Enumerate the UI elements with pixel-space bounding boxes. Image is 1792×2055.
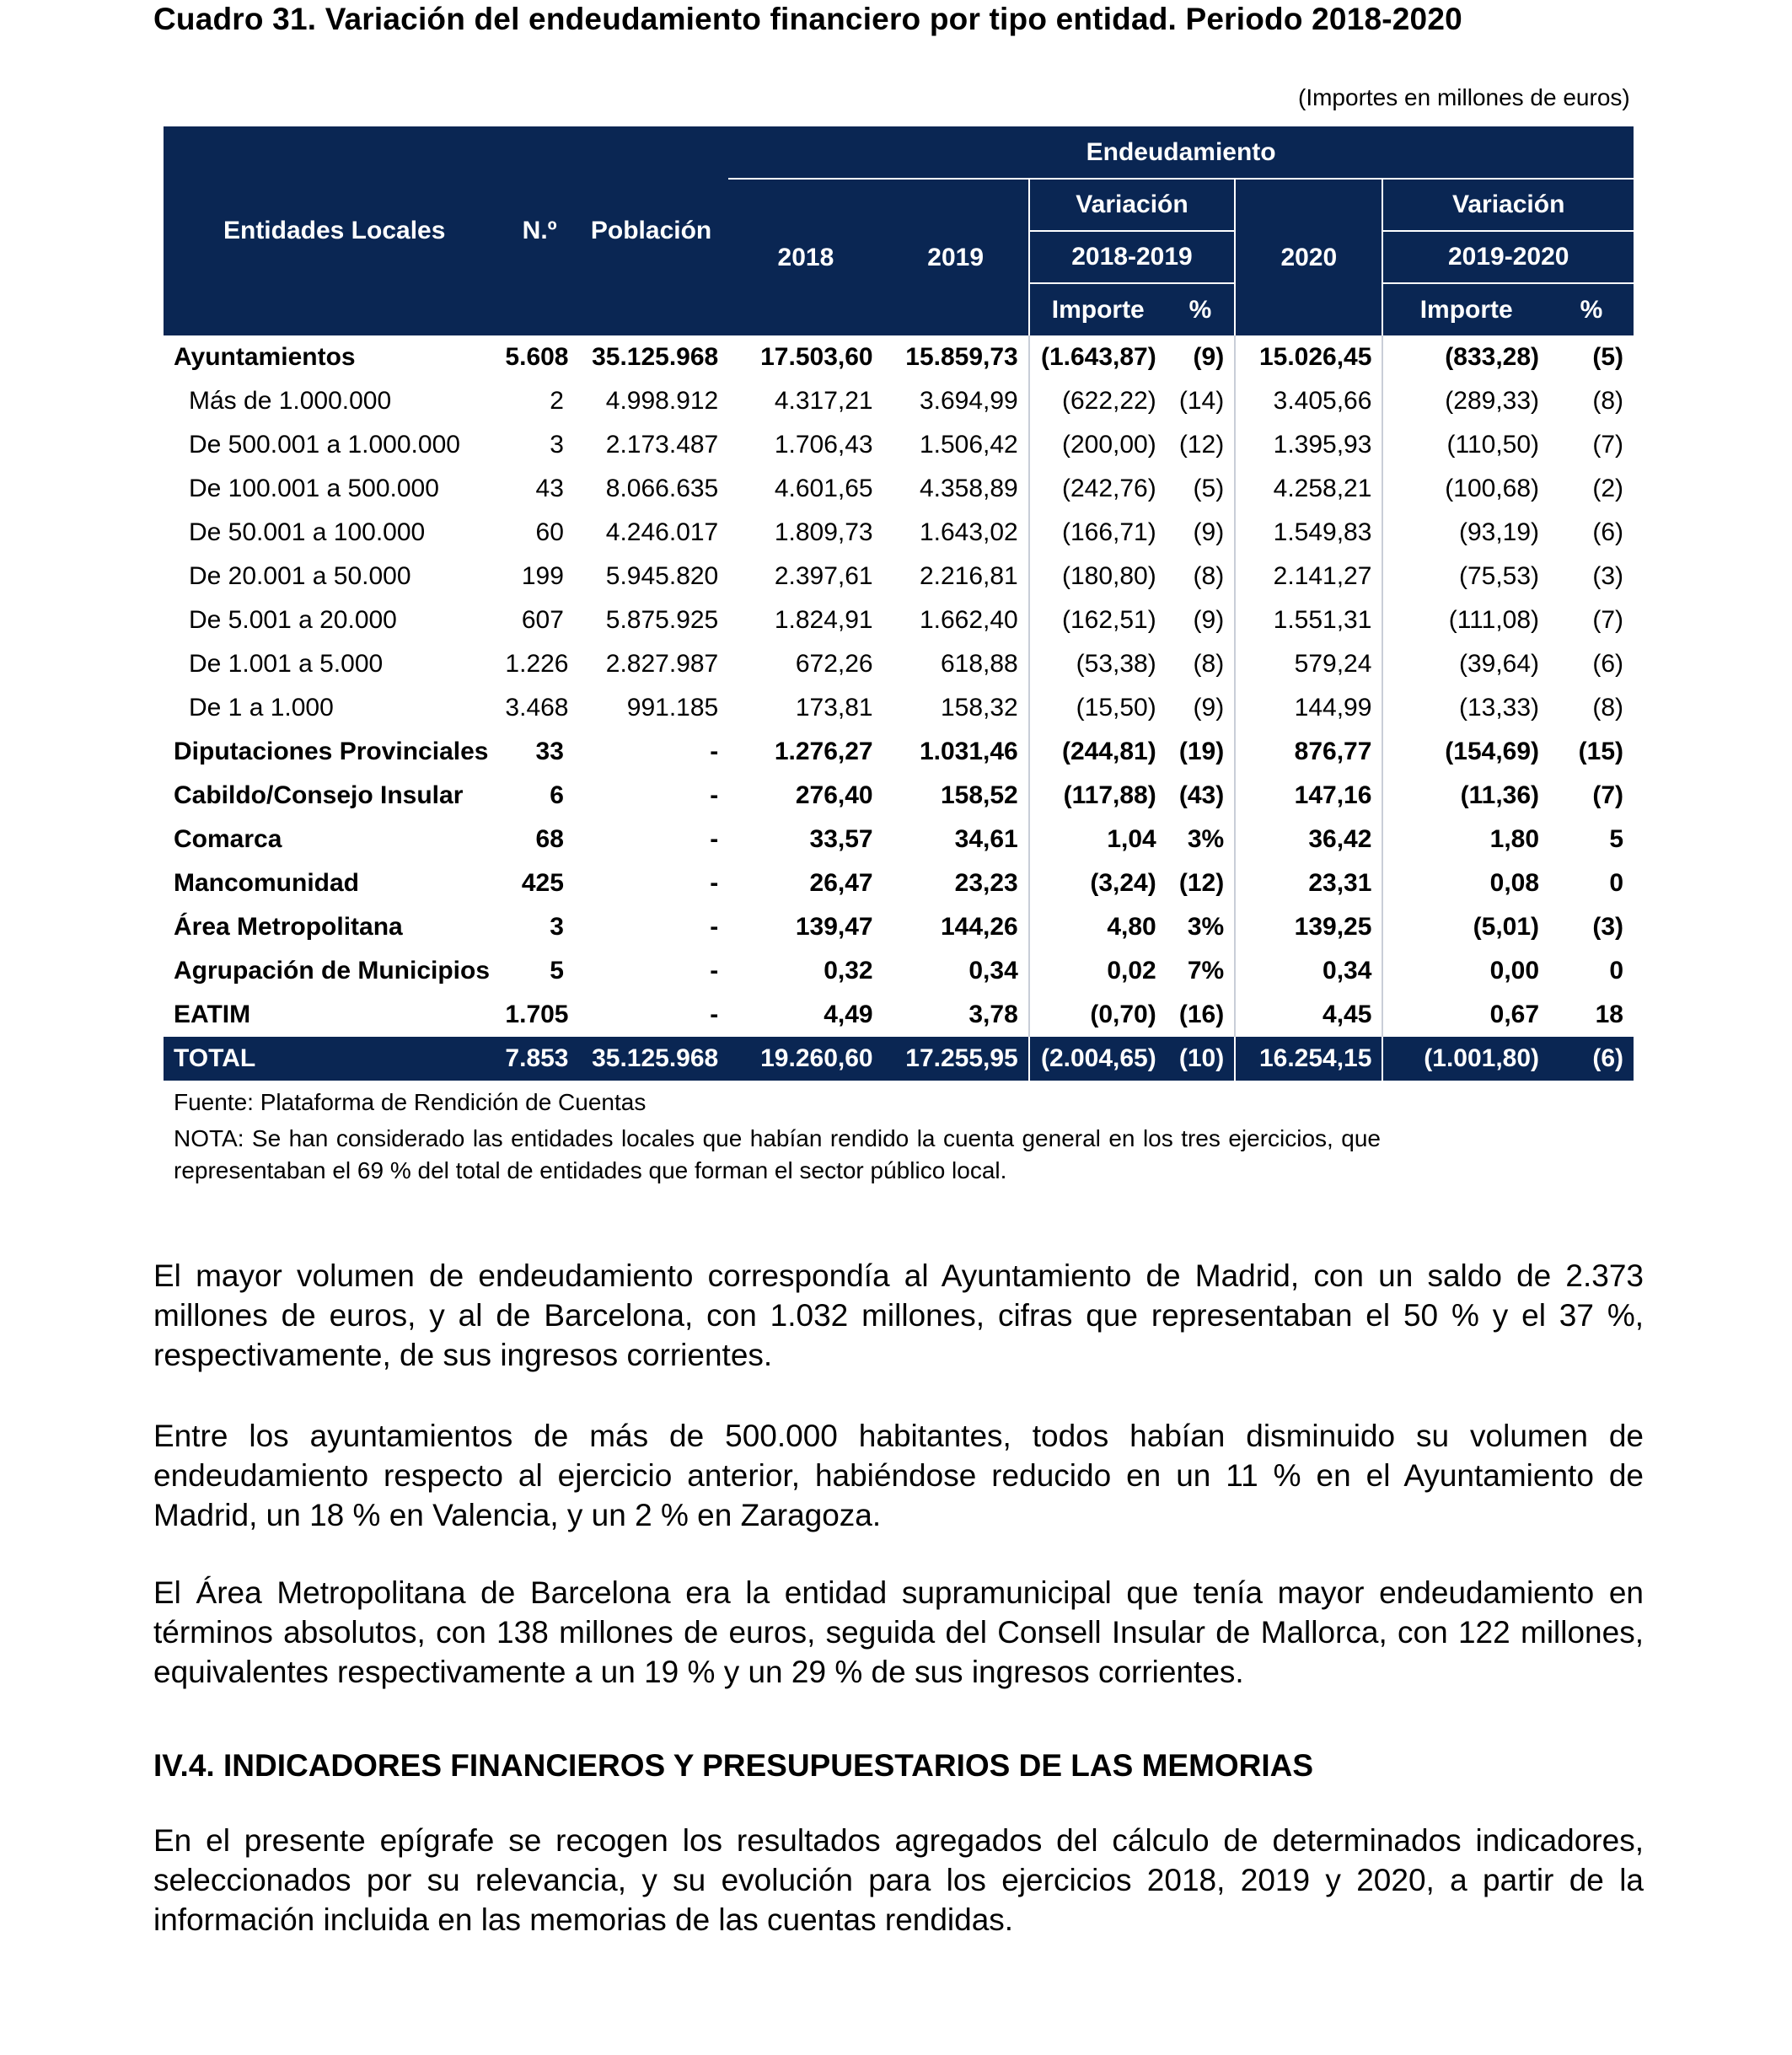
cell-2018: 1.276,27 xyxy=(774,738,873,765)
cell-pct-b: (5) xyxy=(1592,343,1623,371)
cell-poblacion: 2.173.487 xyxy=(605,431,719,459)
cell-2019: 15.859,73 xyxy=(905,343,1018,371)
cell-poblacion: 35.125.968 xyxy=(592,343,719,371)
cell-2018: 4.317,21 xyxy=(774,387,873,415)
cell-importe-b: (110,50) xyxy=(1382,423,1549,467)
cell-pct-b: 18 xyxy=(1595,1001,1623,1028)
cell-n: 607 xyxy=(521,606,564,634)
table-row xyxy=(164,335,1634,379)
cell-2020: 579,24 xyxy=(1235,642,1382,686)
header-importe-a: Importe xyxy=(1029,283,1167,335)
cell-2018: 139,47 xyxy=(795,913,873,941)
cell-2018: 26,47 xyxy=(809,869,873,897)
cell-2020: 2.141,27 xyxy=(1235,555,1382,598)
cell-importe-b: (39,64) xyxy=(1382,642,1549,686)
cell-importe-a: (0,70) xyxy=(1029,993,1167,1037)
paragraph-madrid-barcelona: El mayor volumen de endeudamiento correspondía al Ayuntamiento de Madrid, con un saldo de 2.373 millones de euros, y al de Barcelona, con 1.032 millones, cifras que representaban el 50 % y el 37 %, respectivamente, de sus ingresos corrientes. xyxy=(153,1258,1644,1372)
cell-n: 68 xyxy=(535,825,564,853)
row-name: Mancomunidad xyxy=(174,869,360,897)
row-name: De 20.001 a 50.000 xyxy=(189,562,411,590)
cell-poblacion: 991.185 xyxy=(626,694,719,722)
table-row xyxy=(164,642,1634,686)
header-poblacion: Población xyxy=(574,126,728,335)
header-periodo-2019-2020: 2019-2020 xyxy=(1382,231,1634,283)
cell-2019: 34,61 xyxy=(954,825,1018,853)
cell-2019: 1.643,02 xyxy=(919,518,1018,546)
cell-importe-b: 0,00 xyxy=(1382,949,1549,993)
cell-importe-b: (75,53) xyxy=(1382,555,1549,598)
cell-importe-b: (93,19) xyxy=(1382,511,1549,555)
cell-pct-b: 0 xyxy=(1609,869,1623,897)
cell-n: 3 xyxy=(550,913,564,941)
header-numero: N.º xyxy=(505,126,573,335)
row-name: Ayuntamientos xyxy=(174,343,356,371)
cell-2020: 147,16 xyxy=(1235,774,1382,818)
cell-n: 60 xyxy=(535,518,564,546)
cell-n: 425 xyxy=(521,869,564,897)
cell-importe-b: 0,08 xyxy=(1382,861,1549,905)
cell-poblacion: - xyxy=(710,738,719,765)
row-name: Comarca xyxy=(174,825,282,853)
row-name: Agrupación de Municipios xyxy=(174,957,491,985)
table-row xyxy=(164,379,1634,423)
cell-importe-a: (2.004,65) xyxy=(1029,1037,1167,1081)
table-caption: Cuadro 31. Variación del endeudamiento financiero por tipo entidad. Periodo 2018-2020 xyxy=(153,2,1462,36)
cell-importe-a: (15,50) xyxy=(1029,686,1167,730)
header-periodo-2018-2019: 2018-2019 xyxy=(1029,231,1235,283)
row-name: De 100.001 a 500.000 xyxy=(189,475,439,502)
cell-2018: 4,49 xyxy=(824,1001,873,1028)
cell-importe-b: 0,67 xyxy=(1382,993,1549,1037)
row-name: De 500.001 a 1.000.000 xyxy=(189,431,460,459)
cell-2020: 3.405,66 xyxy=(1235,379,1382,423)
cell-pct-a: 3% xyxy=(1187,913,1225,941)
cell-pct-b: (7) xyxy=(1592,431,1623,459)
cell-2019: 144,26 xyxy=(940,913,1018,941)
header-2018: 2018 xyxy=(728,179,883,335)
cell-2018: 276,40 xyxy=(795,781,873,809)
cell-importe-a: 0,02 xyxy=(1029,949,1167,993)
table-row xyxy=(164,730,1634,774)
cell-2018: 17.503,60 xyxy=(760,343,873,371)
cell-pct-a: (12) xyxy=(1178,431,1225,459)
table-row xyxy=(164,511,1634,555)
table-row xyxy=(164,949,1634,993)
table-note: NOTA: Se han considerado las entidades locales que habían rendido la cuenta general en los tres ejercicios, que representaban el 69 % del total de entidades que forman el sector público local. xyxy=(174,1125,1381,1183)
cell-importe-a: (1.643,87) xyxy=(1029,335,1167,379)
table-row xyxy=(164,686,1634,730)
cell-importe-b: (11,36) xyxy=(1382,774,1549,818)
cell-importe-a: 1,04 xyxy=(1029,818,1167,861)
cell-pct-a: (9) xyxy=(1193,343,1225,371)
cell-n: 5 xyxy=(550,957,564,985)
header-pct-b: % xyxy=(1549,283,1634,335)
cell-importe-a: (166,71) xyxy=(1029,511,1167,555)
cell-2018: 2.397,61 xyxy=(774,562,873,590)
cell-2019: 3,78 xyxy=(968,1001,1018,1028)
cell-pct-b: (2) xyxy=(1592,475,1623,502)
cell-poblacion: - xyxy=(710,781,719,809)
table-source: Fuente: Plataforma de Rendición de Cuentas xyxy=(174,1089,647,1115)
cell-2020: 4.258,21 xyxy=(1235,467,1382,511)
cell-2018: 0,32 xyxy=(824,957,873,985)
cell-n: 199 xyxy=(521,562,564,590)
cell-2019: 618,88 xyxy=(940,650,1018,678)
cell-importe-a: (622,22) xyxy=(1029,379,1167,423)
cell-pct-a: (12) xyxy=(1178,869,1225,897)
cell-2020: 4,45 xyxy=(1235,993,1382,1037)
section-heading: IV.4. INDICADORES FINANCIEROS Y PRESUPUESTARIOS DE LAS MEMORIAS xyxy=(153,1748,1314,1783)
table-row xyxy=(164,861,1634,905)
cell-2019: 158,32 xyxy=(940,694,1018,722)
table-row xyxy=(164,818,1634,861)
cell-2019: 158,52 xyxy=(940,781,1018,809)
cell-2019: 0,34 xyxy=(968,957,1018,985)
cell-poblacion: - xyxy=(710,825,719,853)
units-note: (Importes en millones de euros) xyxy=(1298,84,1630,110)
cell-poblacion: 5.945.820 xyxy=(605,562,719,590)
cell-n: 3 xyxy=(550,431,564,459)
paragraph-large-municipalities: Entre los ayuntamientos de más de 500.000 habitantes, todos habían disminuido su volumen de endeudamiento respecto al ejercicio anterior, habiéndose reducido en un 11 % en el Ayuntamiento de Madrid, un 18 % en Valencia, y un 2 % en Zaragoza. xyxy=(153,1419,1644,1532)
cell-2018: 1.809,73 xyxy=(774,518,873,546)
cell-poblacion: - xyxy=(710,957,719,985)
cell-2018: 672,26 xyxy=(795,650,873,678)
row-name: Diputaciones Provinciales xyxy=(174,738,489,765)
cell-importe-b: (154,69) xyxy=(1382,730,1549,774)
row-name: De 50.001 a 100.000 xyxy=(189,518,426,546)
header-variacion-2018-2019: Variación xyxy=(1029,179,1235,231)
row-name: De 1.001 a 5.000 xyxy=(189,650,384,678)
cell-n: 43 xyxy=(535,475,564,502)
table-row xyxy=(164,467,1634,511)
row-name: De 1 a 1.000 xyxy=(189,694,334,722)
table-body xyxy=(164,335,1634,1081)
cell-2020: 1.395,93 xyxy=(1235,423,1382,467)
cell-pct-a: (5) xyxy=(1193,475,1225,502)
cell-poblacion: 4.998.912 xyxy=(605,387,719,415)
cell-2020: 139,25 xyxy=(1235,905,1382,949)
cell-importe-a: (53,38) xyxy=(1029,642,1167,686)
cell-n: 33 xyxy=(535,738,564,765)
cell-2018: 173,81 xyxy=(795,694,873,722)
cell-n: 7.853 xyxy=(505,1037,573,1081)
cell-pct-a: (8) xyxy=(1193,562,1225,590)
cell-importe-b: 1,80 xyxy=(1382,818,1549,861)
cell-pct-b: (8) xyxy=(1592,694,1623,722)
row-name: TOTAL xyxy=(164,1037,505,1081)
cell-importe-b: (13,33) xyxy=(1382,686,1549,730)
cell-poblacion: 4.246.017 xyxy=(605,518,719,546)
cell-pct-a: (43) xyxy=(1178,781,1225,809)
cell-importe-b: (5,01) xyxy=(1382,905,1549,949)
cell-2020: 23,31 xyxy=(1235,861,1382,905)
cell-2019: 2.216,81 xyxy=(919,562,1018,590)
cell-importe-a: (200,00) xyxy=(1029,423,1167,467)
cell-2020: 15.026,45 xyxy=(1235,335,1382,379)
cell-poblacion: - xyxy=(710,913,719,941)
cell-pct-b: (7) xyxy=(1592,606,1623,634)
row-name: Más de 1.000.000 xyxy=(189,387,392,415)
table-row xyxy=(164,598,1634,642)
cell-importe-a: (162,51) xyxy=(1029,598,1167,642)
cell-pct-a: (9) xyxy=(1193,606,1225,634)
paragraph-closing: En el presente epígrafe se recogen los resultados agregados del cálculo de determinados indicadores, seleccionados por su relevancia, y su evolución para los ejercicios 2018, 2019 y 2020, a partir de la información incluida en las memorias de las cuentas rendidas. xyxy=(153,1823,1644,1937)
table-header xyxy=(164,126,1634,335)
cell-pct-b: (6) xyxy=(1592,650,1623,678)
table-row xyxy=(164,555,1634,598)
row-name: EATIM xyxy=(174,1001,251,1028)
cell-2019: 1.662,40 xyxy=(919,606,1018,634)
cell-2019: 17.255,95 xyxy=(883,1037,1029,1081)
paragraph-supramunicipal: El Área Metropolitana de Barcelona era la entidad supramunicipal que tenía mayor endeudamiento en términos absolutos, con 138 millones de euros, seguida del Consell Insular de Mallorca, con 122 millones, equivalentes respectivamente a un 19 % y un 29 % de sus ingresos corrientes. xyxy=(153,1575,1644,1689)
cell-n: 1.226 xyxy=(505,650,569,678)
cell-importe-b: (111,08) xyxy=(1382,598,1549,642)
cell-importe-b: (100,68) xyxy=(1382,467,1549,511)
cell-2018: 1.706,43 xyxy=(774,431,873,459)
cell-pct-a: 3% xyxy=(1187,825,1225,853)
cell-2019: 3.694,99 xyxy=(919,387,1018,415)
cell-importe-b: (289,33) xyxy=(1382,379,1549,423)
row-name: Cabildo/Consejo Insular xyxy=(174,781,464,809)
cell-poblacion: 5.875.925 xyxy=(605,606,719,634)
header-pct-a: % xyxy=(1167,283,1235,335)
table-row xyxy=(164,774,1634,818)
cell-pct-a: 7% xyxy=(1187,957,1225,985)
cell-pct-a: (19) xyxy=(1178,738,1225,765)
cell-pct-b: (15) xyxy=(1578,738,1623,765)
cell-importe-a: (180,80) xyxy=(1029,555,1167,598)
table-row xyxy=(164,905,1634,949)
cell-pct-b: (3) xyxy=(1592,562,1623,590)
cell-2019: 4.358,89 xyxy=(919,475,1018,502)
cell-pct-b: 5 xyxy=(1609,825,1623,853)
cell-2018: 33,57 xyxy=(809,825,873,853)
cell-pct-b: (3) xyxy=(1592,913,1623,941)
cell-2019: 1.031,46 xyxy=(919,738,1018,765)
cell-2020: 16.254,15 xyxy=(1235,1037,1382,1081)
header-entidades: Entidades Locales xyxy=(164,126,505,335)
cell-poblacion: 35.125.968 xyxy=(574,1037,728,1081)
cell-pct-b: (8) xyxy=(1592,387,1623,415)
cell-importe-b: (1.001,80) xyxy=(1382,1037,1549,1081)
cell-n: 3.468 xyxy=(505,694,569,722)
cell-n: 5.608 xyxy=(505,343,569,371)
header-2019: 2019 xyxy=(883,179,1029,335)
cell-pct-b: (6) xyxy=(1592,518,1623,546)
cell-pct-a: (10) xyxy=(1167,1037,1235,1081)
header-variacion-2019-2020: Variación xyxy=(1382,179,1634,231)
cell-2019: 23,23 xyxy=(954,869,1018,897)
cell-poblacion: 2.827.987 xyxy=(605,650,719,678)
cell-n: 6 xyxy=(550,781,564,809)
cell-pct-a: (9) xyxy=(1193,518,1225,546)
cell-pct-a: (16) xyxy=(1178,1001,1225,1028)
cell-2018: 4.601,65 xyxy=(774,475,873,502)
cell-pct-a: (9) xyxy=(1193,694,1225,722)
header-importe-b: Importe xyxy=(1382,283,1549,335)
cell-2020: 1.549,83 xyxy=(1235,511,1382,555)
row-name: Área Metropolitana xyxy=(174,913,403,941)
cell-2020: 1.551,31 xyxy=(1235,598,1382,642)
cell-importe-a: (242,76) xyxy=(1029,467,1167,511)
cell-2018: 1.824,91 xyxy=(774,606,873,634)
table-row xyxy=(164,993,1634,1037)
cell-pct-b: (7) xyxy=(1592,781,1623,809)
cell-2020: 144,99 xyxy=(1235,686,1382,730)
cell-importe-a: (3,24) xyxy=(1029,861,1167,905)
table-row xyxy=(164,423,1634,467)
cell-poblacion: 8.066.635 xyxy=(605,475,719,502)
cell-pct-a: (14) xyxy=(1178,387,1225,415)
row-name: De 5.001 a 20.000 xyxy=(189,606,397,634)
cell-pct-a: (8) xyxy=(1193,650,1225,678)
cell-poblacion: - xyxy=(710,869,719,897)
debt-table xyxy=(164,126,1634,1081)
cell-pct-b: 0 xyxy=(1609,957,1623,985)
cell-2020: 0,34 xyxy=(1235,949,1382,993)
cell-2018: 19.260,60 xyxy=(728,1037,883,1081)
cell-pct-b: (6) xyxy=(1549,1037,1634,1081)
cell-n: 2 xyxy=(550,387,564,415)
cell-n: 1.705 xyxy=(505,1001,569,1028)
header-2020: 2020 xyxy=(1235,179,1382,335)
cell-importe-a: (117,88) xyxy=(1029,774,1167,818)
cell-poblacion: - xyxy=(710,1001,719,1028)
cell-2020: 36,42 xyxy=(1235,818,1382,861)
cell-importe-b: (833,28) xyxy=(1382,335,1549,379)
cell-2019: 1.506,42 xyxy=(919,431,1018,459)
cell-importe-a: (244,81) xyxy=(1029,730,1167,774)
header-endeudamiento: Endeudamiento xyxy=(728,126,1634,179)
cell-importe-a: 4,80 xyxy=(1029,905,1167,949)
total-row xyxy=(164,1037,1634,1081)
cell-2020: 876,77 xyxy=(1235,730,1382,774)
